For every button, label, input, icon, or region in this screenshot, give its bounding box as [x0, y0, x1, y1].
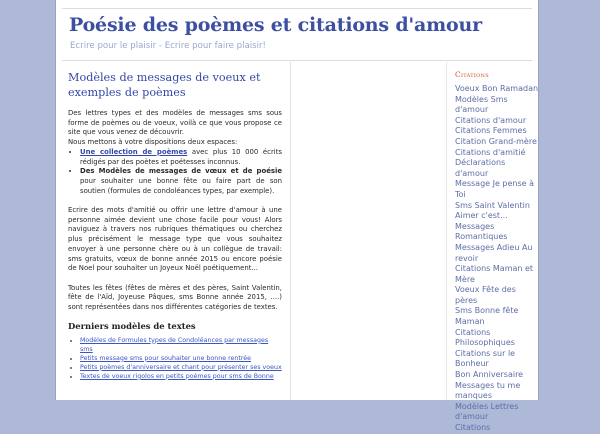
- recent-post-link[interactable]: Petits poèmes d'anniversaire et chant pour présenter ses voeux: [80, 363, 282, 371]
- list-item: [80, 336, 282, 354]
- sidebar-link[interactable]: Citation Grand-mère: [455, 136, 537, 146]
- post-body: [68, 109, 282, 313]
- site-tagline: Ecrire pour le plaisir - Ecrire pour faire plaisir!: [70, 41, 266, 51]
- sidebar-link[interactable]: Messages Romantiques: [455, 221, 508, 242]
- recent-posts-list: [68, 336, 282, 381]
- sidebar-link[interactable]: Aimer c'est...: [455, 211, 508, 221]
- column-divider: [446, 62, 447, 400]
- sidebar-link[interactable]: Sms Saint Valentin: [455, 200, 530, 210]
- column-divider: [290, 62, 291, 400]
- recent-post-link[interactable]: Modèles de Formules types de Condoléances par messages sms: [80, 336, 269, 353]
- post-title: Modèles de messages de voeux et exemples de poèmes: [68, 71, 261, 99]
- sidebar-link[interactable]: Messages Adieu Au revoir: [455, 242, 533, 263]
- sidebar-link[interactable]: Message Je pense à Toi: [455, 179, 535, 199]
- spaces-list: [68, 148, 282, 197]
- sidebar-link[interactable]: Modèles Lettres d'amour: [455, 401, 519, 422]
- list-item-bold: Des Modèles de messages de vœux et de poésie: [80, 167, 282, 176]
- sidebar-link[interactable]: Citations Maman et Mère: [455, 264, 534, 284]
- sidebar-link[interactable]: Citations Femmes: [455, 126, 527, 136]
- sidebar: [455, 70, 539, 432]
- poems-collection-link[interactable]: Une collection de poèmes: [80, 147, 188, 156]
- header-divider: [62, 8, 532, 9]
- header-divider: [62, 60, 532, 61]
- post-intro: Des lettres types et des modèles de messages sms sous forme de poèmes ou de voeux, voilà ce que vous propose ce site que vous venez de découvrir.: [68, 109, 282, 137]
- recent-post-link[interactable]: Petits message sms pour souhaiter une bonne rentrée: [80, 354, 252, 362]
- sidebar-links: [455, 84, 539, 434]
- recent-posts-title: Derniers modèles de textes: [68, 320, 196, 331]
- sidebar-link[interactable]: Citations sur le Bonheur: [455, 348, 516, 369]
- post-paragraph: Ecrire des mots d'amitié ou offrir une lettre d'amour à une personne aimée devient une chose facile pour vous! Alors naviguez à travers nos rubriques thématiques ou cherchez plus précisément le message type que vous souhaitez envoyer à une personne chère ou à un collègue de travail: sms gratuits, vœux de bonne année 2015 ou encore poésie de Noel pour souhaiter un Joyeux Noël poétiquement...: [68, 206, 282, 273]
- list-item: [80, 363, 282, 372]
- list-item: [80, 148, 282, 167]
- post-dispositions: Nous mettons à votre dispositions deux espaces:: [68, 138, 238, 147]
- list-item: [80, 167, 282, 196]
- sidebar-link[interactable]: Bon Anniversaire: [455, 370, 524, 380]
- site-header: [56, 0, 538, 62]
- sidebar-link[interactable]: Voeux Fête des pères: [455, 285, 516, 305]
- sidebar-link[interactable]: Citations d'amour: [455, 115, 527, 125]
- list-item-text: avec plus 10 000 écrits rédigés par des poètes et poétesses inconnus.: [80, 147, 283, 166]
- sidebar-link[interactable]: Citations Philosophiques: [455, 327, 515, 348]
- sidebar-link[interactable]: Déclarations d'amour: [455, 158, 506, 178]
- site-title[interactable]: Poésie des poèmes et citations d'amour: [69, 14, 482, 36]
- main-content: [68, 70, 282, 400]
- post-paragraph: Toutes les fêtes (fêtes de mères et des pères, Saint Valentin, fête de l'Aïd, Joyeuse Pâques, sms Bonne année 2015, ....) sont représentées dans nos différentes catégories de textes.: [68, 283, 282, 312]
- sidebar-link[interactable]: Sms Bonne fête Maman: [455, 306, 519, 327]
- page: [55, 0, 539, 432]
- sidebar-link[interactable]: Messages tu me manques: [455, 380, 521, 401]
- sidebar-heading: Citations: [455, 70, 489, 79]
- sidebar-link[interactable]: Citations: [455, 423, 491, 432]
- list-item: [80, 372, 282, 381]
- list-item-text: pour souhaiter une bonne fête ou faire part de son soutien (formules de condoléances types, par exemple).: [80, 176, 282, 195]
- recent-post-link[interactable]: Textes de voeux rigolos en petits poèmes pour sms de Bonne: [80, 372, 274, 380]
- sidebar-link[interactable]: Citations d'amitié: [455, 147, 526, 157]
- sidebar-link[interactable]: Modèles Sms d'amour: [455, 94, 508, 115]
- list-item: [80, 354, 282, 363]
- sidebar-link[interactable]: Voeux Bon Ramadan: [455, 84, 539, 93]
